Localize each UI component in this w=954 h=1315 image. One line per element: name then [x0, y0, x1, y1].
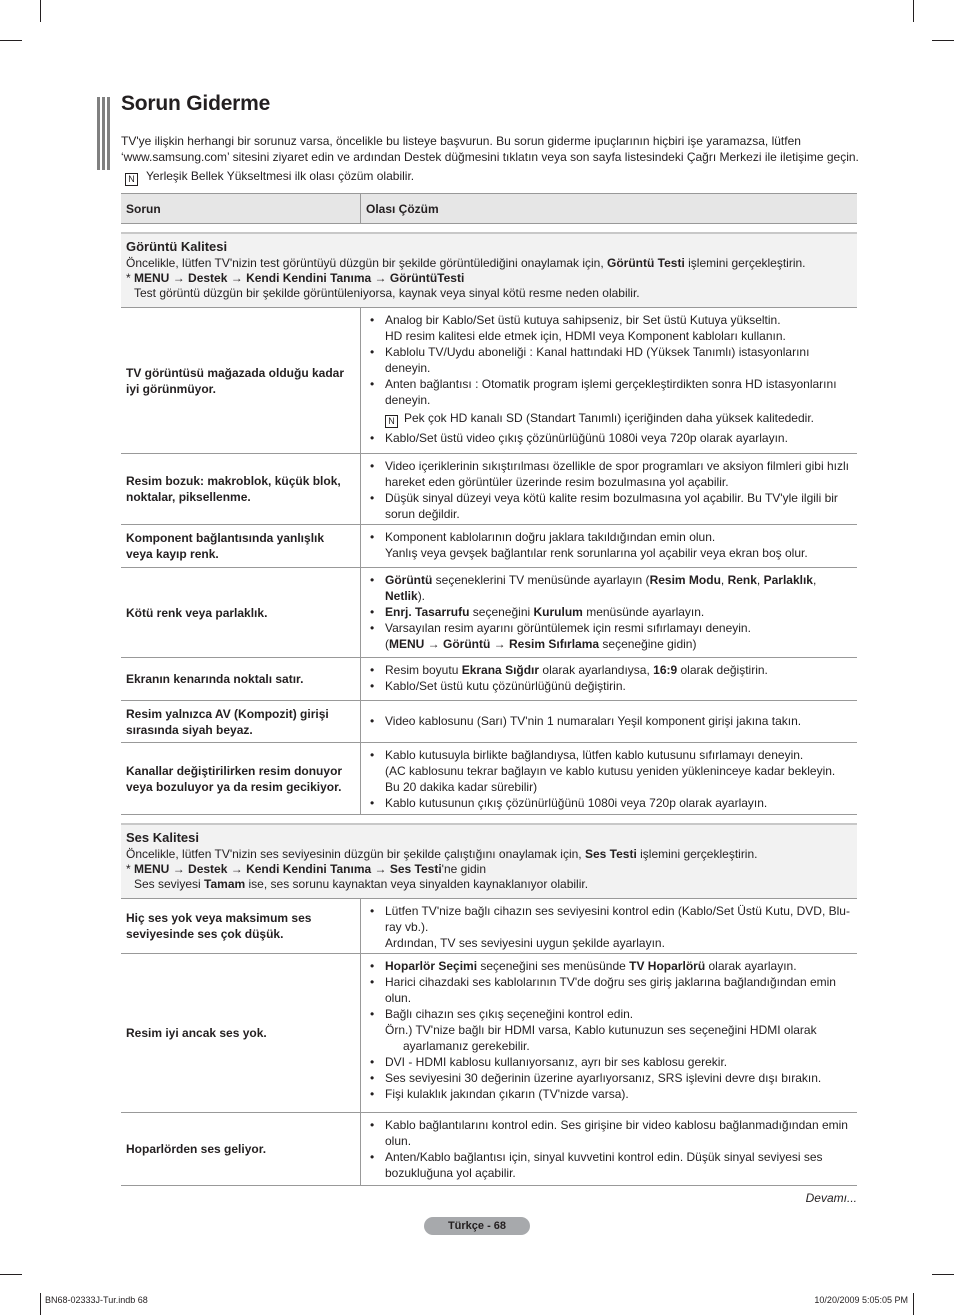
table-row [121, 525, 857, 568]
problem-cell: Kanallar değiştirilirken resim donuyor veya bozuluyor ya da resim gecikiyor. [121, 743, 361, 814]
crop-mark [932, 40, 954, 41]
table-row [121, 568, 857, 658]
solution-cell: • Hoparlör Seçimi seçeneğini ses menüsünde TV Hoparlörü olarak ayarlayın. • Harici cihazdaki ses kablolarının TV'de doğru ses giriş jaklarına bağlandığından emin olun. • Bağlı cihazın ses çıkış seçeneğini kontrol edin. Örn.) TV'nize bağlı bir HDMI varsa, Kablo kutunuzun ses seçeneğini HDMI olarak ayarlamanız gerekebilir. • DVI - HDMI kablosu kullanıyorsanız, ayrı bir ses kablosu gerekir. • Ses seviyesini 30 değerinin üzerine ayarlıyorsanız, SRS işlevini devre dışı bırakın. • Fişi kulaklık jakından çıkarın (TV'nizde varsa). [361, 954, 857, 1112]
page-title: Sorun Giderme [121, 92, 271, 115]
problem-cell: Resim iyi ancak ses yok. [121, 954, 361, 1112]
solution-cell: • Kablo kutusuyla birlikte bağlandıysa, lütfen kablo kutusunu sıfırlamayı deneyin. (AC kablosunu tekrar bağlayın ve kablo kutusu yeniden yükleninceye kadar bekleyin. Bu 20 dakika kadar sürebilir) • Kablo kutusunun çıkış çözünürlüğünü 1080i veya 720p olarak ayarlayın. [361, 743, 857, 814]
crop-mark [0, 40, 22, 41]
solution-cell: • Lütfen TV'nize bağlı cihazın ses seviyesini kontrol edin (Kablo/Set Üstü Kutu, DVD, Blu-ray vb.). Ardından, TV ses seviyesini uygun şekilde ayarlayın. [361, 899, 857, 953]
crop-mark [40, 1293, 41, 1315]
note-icon: N [125, 173, 138, 186]
crop-mark [913, 1293, 914, 1315]
table-row [121, 701, 857, 743]
solution-cell: • Video içeriklerinin sıkıştırılması özellikle de spor programları ve aksiyon filmleri gibi hızlı hareket eden görüntüler üzerinde resim bozulmasına yol açabilir. • Düşük sinyal düzeyi veya kötü kalite resim bozulmasına yol açabilir. Bu TV'yle ilgili bir sorun değildir. [361, 454, 857, 524]
problem-cell: TV görüntüsü mağazada olduğu kadar iyi görünmüyor. [121, 308, 361, 453]
crop-mark [0, 1274, 22, 1275]
footer-file: BN68-02333J-Tur.indb 68 [45, 1295, 148, 1305]
crop-mark [932, 1274, 954, 1275]
note-text: Yerleşik Bellek Yükseltmesi ilk olası çözüm olabilir. [146, 169, 415, 183]
crop-mark [913, 0, 914, 22]
solution-cell: • Görüntü seçeneklerini TV menüsünde ayarlayın (Resim Modu, Renk, Parlaklık, Netlik). • Enrj. Tasarrufu seçeneğini Kurulum menüsünde ayarlayın. • Varsayılan resim ayarını görüntülemek için resmi sıfırlamayı deneyin. (MENU → Görüntü → Resim Sıfırlama seçeneğine gidin) [361, 568, 857, 657]
problem-cell: Ekranın kenarında noktalı satır. [121, 658, 361, 700]
problem-cell: Komponent bağlantısında yanlışlık veya kayıp renk. [121, 525, 361, 567]
table-row [121, 743, 857, 815]
section-heading: Ses Kalitesi [126, 830, 199, 845]
footer-date: 10/20/2009 5:05:05 PM [814, 1295, 908, 1305]
col-header-solution: Olası Çözüm [366, 201, 439, 216]
solution-cell: • Kablo bağlantılarını kontrol edin. Ses girişine bir video kablosu bağlanmadığından emin olun. • Anten/Kablo bağlantısı için, sinyal kuvvetini kontrol edin. Düşük sinyal seviyesi ses bozukluğuna yol açabilir. [361, 1113, 857, 1185]
solution-cell: • Video kablosunu (Sarı) TV'nin 1 numaraları Yeşil komponent girişi jakına takın. [361, 701, 857, 742]
section-picture-quality: Görüntü Kalitesi Öncelikle, lütfen TV'nizin test görüntüyü düzgün bir şekilde görüntülediğini onaylamak için, Görüntü Testi işlemini gerçekleştirin. * MENU → Destek → Kendi Kendini Tanıma → GörüntüTesti Test görüntü düzgün bir şekilde görüntüleniyorsa, kaynak veya sinyal kötü resme neden olabilir. [121, 232, 857, 308]
problem-cell: Resim yalnızca AV (Kompozit) girişi sırasında siyah beyaz. [121, 701, 361, 742]
solution-cell: • Analog bir Kablo/Set üstü kutuya sahipseniz, bir Set üstü Kutuya yükseltin. HD resim kalitesi elde etmek için, HDMI veya Komponent kabloları kullanın. • Kablolu TV/Uydu aboneliği : Kanal hattındaki HD (Yüksek Tanımlı) istasyonlarını deneyin. • Anten bağlantısı : Otomatik program işlemi gerçekleştirdikten sonra HD istasyonlarını deneyin. N Pek çok HD kanalı SD (Standart Tanımlı) içeriğinden daha yüksek kalitededir. • Kablo/Set üstü video çıkış çözünürlüğünü 1080i veya 720p olarak ayarlayın. [361, 308, 857, 453]
note-line [121, 168, 414, 186]
problem-cell: Hoparlörden ses geliyor. [121, 1113, 361, 1185]
troubleshooting-table [121, 193, 857, 1186]
table-row [121, 1113, 857, 1186]
section-heading: Görüntü Kalitesi [126, 239, 228, 254]
page-number-badge: Türkçe - 68 [424, 1217, 530, 1235]
section-sound-quality: Ses Kalitesi Öncelikle, lütfen TV'nizin ses seviyesinin düzgün bir şekilde çalıştığını onaylamak için, Ses Testi işlemini gerçekleştirin. * MENU → Destek → Kendi Kendini Tanıma → Ses Testi'ne gidin Ses seviyesi Tamam ise, ses sorunu kaynaktan veya sinyalden kaynaklanıyor olabilir. [121, 823, 857, 899]
table-header [121, 193, 857, 224]
table-row [121, 899, 857, 954]
continued-label: Devamı... [805, 1191, 857, 1205]
table-row [121, 954, 857, 1113]
problem-cell: Hiç ses yok veya maksimum ses seviyesinde ses çok düşük. [121, 899, 361, 953]
note-icon: N [385, 415, 398, 428]
problem-cell: Resim bozuk: makroblok, küçük blok, noktalar, piksellenme. [121, 454, 361, 524]
table-row [121, 658, 857, 701]
intro-paragraph: TV'ye ilişkin herhangi bir sorunuz varsa, öncelikle bu listeye başvurun. Bu sorun giderme ipuçlarının hiçbiri işe yaramazsa, lütfen ‘www.samsung.com’ sitesini ziyaret edin ve ardından Destek düğmesini tıklatın veya son sayfa listesindeki Çağrı Merkezi ile iletişime geçin. [121, 134, 859, 164]
crop-mark [40, 0, 41, 22]
table-row [121, 454, 857, 525]
table-row [121, 308, 857, 454]
solution-cell: • Resim boyutu Ekrana Sığdır olarak ayarlandıysa, 16:9 olarak değiştirin. • Kablo/Set üstü kutu çözünürlüğünü değiştirin. [361, 658, 857, 700]
solution-cell: • Komponent kablolarının doğru jaklara takıldığından emin olun. Yanlış veya gevşek bağlantılar renk sorunlarına yol açabilir veya ekran boş olur. [361, 525, 857, 567]
problem-cell: Kötü renk veya parlaklık. [121, 568, 361, 657]
col-header-problem: Sorun [121, 194, 361, 223]
